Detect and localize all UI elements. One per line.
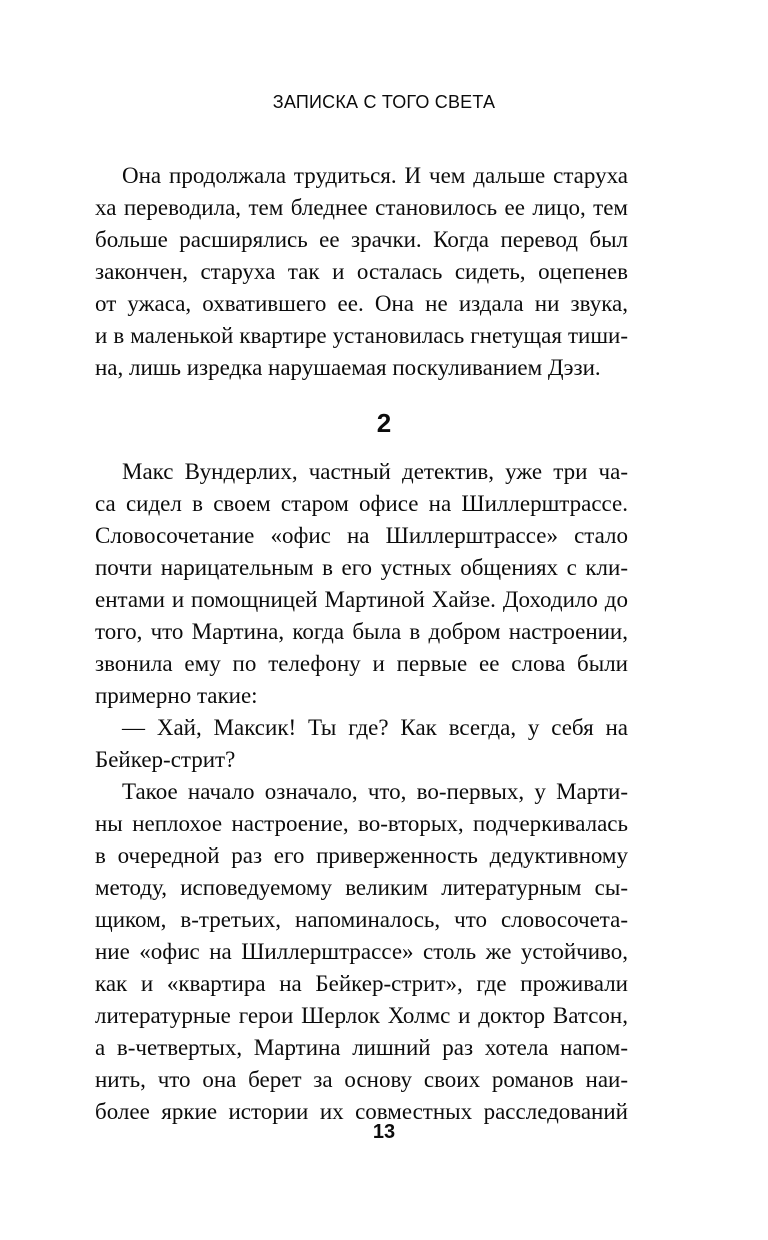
- text-line: больше расширялись ее зрачки. Когда перевод был: [95, 227, 628, 252]
- text-line: са сидел в своем старом офисе на Шиллерштрассе.: [95, 491, 628, 516]
- page-number: 13: [372, 1121, 396, 1143]
- text-line: Словосочетание «офис на Шиллерштрассе» стало: [95, 523, 628, 548]
- text-line: ха переводила, тем бледнее становилось ее лицо, тем: [95, 195, 628, 220]
- text-line: и в маленькой квартире установилась гнетущая тиши-: [95, 323, 628, 348]
- text-line: Такое начало означало, что, во-первых, у Марти-: [122, 779, 628, 804]
- text-line: — Хай, Максик! Ты где? Как всегда, у себя на: [122, 715, 628, 740]
- text-line: методу, исповедуемому великим литературным сы-: [95, 875, 628, 900]
- text-line: а в-четвертых, Мартина лишний раз хотела напом-: [95, 1035, 628, 1060]
- text-line: Она продолжала трудиться. И чем дальше старуха: [122, 163, 628, 188]
- text-line: более яркие истории их совместных расследований: [95, 1099, 628, 1124]
- text-line: ны неплохое настроение, во-вторых, подчеркивалась: [95, 811, 628, 836]
- text-line: Макс Вундерлих, частный детектив, уже три ча-: [122, 459, 628, 484]
- text-line: Бейкер-стрит?: [95, 747, 236, 772]
- text-line: закончен, старуха так и осталась сидеть, оцепенев: [95, 259, 628, 284]
- running-head: ЗАПИСКА С ТОГО СВЕТА: [272, 92, 496, 112]
- text-line: литературные герои Шерлок Холмс и доктор Ватсон,: [95, 1003, 628, 1028]
- text-line: ние «офис на Шиллерштрассе» столь же устойчиво,: [95, 939, 628, 964]
- text-line: от ужаса, охватившего ее. Она не издала ни звука,: [95, 291, 628, 316]
- text-line: нить, что она берет за основу своих романов наи-: [95, 1067, 628, 1092]
- text-line: как и «квартира на Бейкер-стрит», где проживали: [95, 971, 628, 996]
- text-line: ентами и помощницей Мартиной Хайзе. Доходило до: [95, 587, 628, 612]
- text-line: почти нарицательным в его устных общениях с кли-: [95, 555, 628, 580]
- text-line: на, лишь изредка нарушаемая поскуливанием Дэзи.: [95, 355, 601, 380]
- chapter-number: 2: [376, 408, 392, 438]
- text-line: того, что Мартина, когда была в добром настроении,: [95, 619, 628, 644]
- text-line: примерно такие:: [95, 683, 258, 708]
- text-line: звонила ему по телефону и первые ее слова были: [95, 651, 628, 676]
- text-line: в очередной раз его приверженность дедуктивному: [95, 843, 628, 868]
- text-line: щиком, в-третьих, напоминалось, что словосочета-: [95, 907, 628, 932]
